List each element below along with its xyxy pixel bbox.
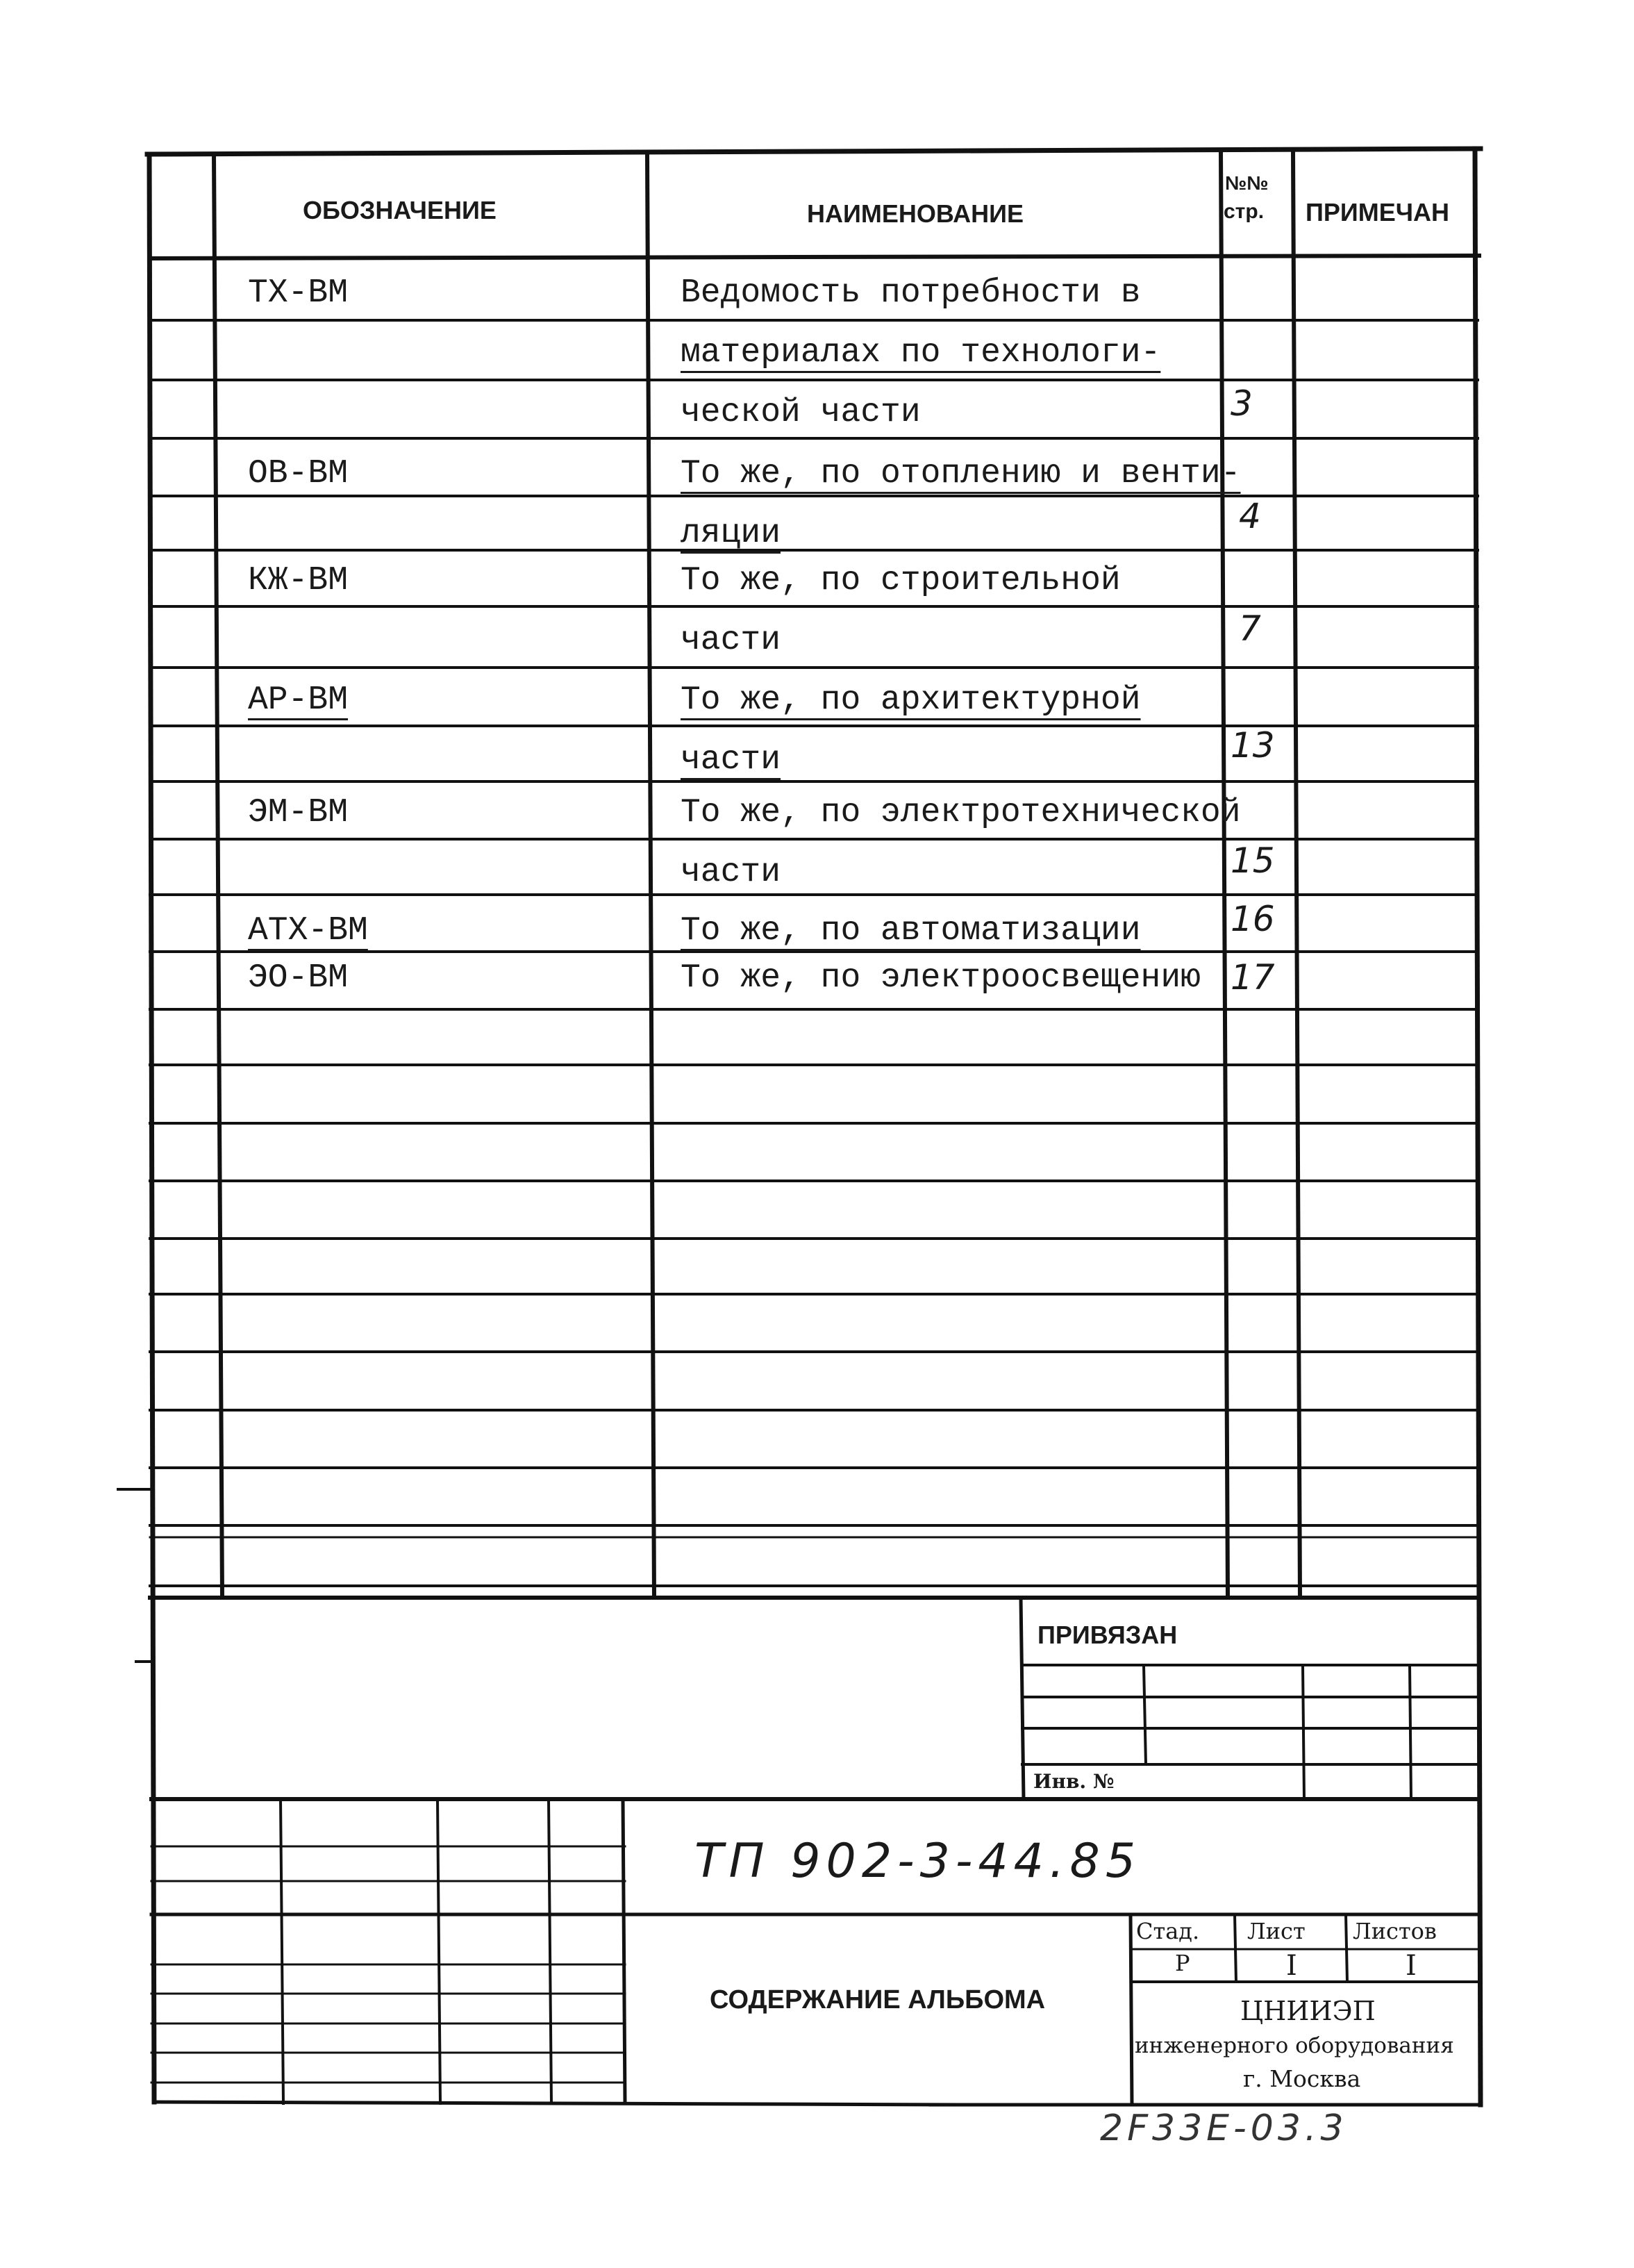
org-line3: г. Москва <box>1243 2065 1361 2092</box>
entry-page: 7 <box>1239 609 1261 649</box>
entry-code: АТХ-ВМ <box>248 912 368 950</box>
sheet-value: I <box>1286 1950 1297 1982</box>
entry-page: 17 <box>1231 957 1275 998</box>
entry-code: ОВ-ВМ <box>248 455 349 492</box>
entry-name-line: ляции <box>681 515 781 552</box>
archive-number: 2F33E-03.3 <box>1100 2108 1348 2149</box>
sheets-value: I <box>1406 1950 1417 1982</box>
header-pages-line1: №№ <box>1225 172 1269 194</box>
entry-page: 16 <box>1231 899 1275 939</box>
entry-name-line: части <box>681 622 781 659</box>
linked-label: ПРИВЯЗАН <box>1037 1621 1178 1649</box>
entry-name-line: части <box>681 854 781 891</box>
entry-name-line: То же, по архитектурной <box>681 681 1141 719</box>
sheets-label: Листов <box>1353 1918 1437 1944</box>
header-designation: ОБОЗНАЧЕНИЕ <box>303 196 497 224</box>
header-name: НАИМЕНОВАНИЕ <box>807 199 1024 228</box>
sheet-label: Лист <box>1247 1918 1306 1944</box>
entry-page: 4 <box>1239 496 1261 536</box>
org-line2: инженерного оборудования <box>1135 2033 1454 2058</box>
document-code: ТП 902-3-44.85 <box>694 1834 1142 1889</box>
entry-code: ТХ-ВМ <box>248 274 349 312</box>
inventory-label: Инв. № <box>1033 1770 1115 1793</box>
entry-page: 13 <box>1231 725 1275 765</box>
entry-code: АР-ВМ <box>248 681 349 719</box>
entry-name-line: То же, по электротехнической <box>681 794 1241 831</box>
stage-label: Стад. <box>1136 1918 1200 1944</box>
org-line1: ЦНИИЭП <box>1240 1996 1376 2026</box>
album-title: СОДЕРЖАНИЕ АЛЬБОМА <box>710 1985 1046 2014</box>
entry-name-line: То же, по электроосвещению <box>681 959 1201 997</box>
entry-name-line: То же, по автоматизации <box>681 912 1141 950</box>
header-note: ПРИМЕЧАН <box>1306 198 1450 226</box>
entry-name-line: материалах по технологи- <box>681 334 1161 372</box>
entry-name-line: части <box>681 741 781 779</box>
entry-name-line: То же, по строительной <box>681 562 1121 599</box>
entry-code: ЭМ-ВМ <box>248 794 349 831</box>
entry-page: 3 <box>1231 383 1253 424</box>
header-pages-line2: стр. <box>1224 200 1265 223</box>
entry-name-line: Ведомость потребности в <box>681 274 1141 312</box>
entry-code: ЭО-ВМ <box>248 959 349 997</box>
entry-name-line: ческой части <box>681 394 921 431</box>
entry-code: КЖ-ВМ <box>248 562 349 599</box>
entry-page: 15 <box>1231 841 1275 881</box>
entry-name-line: То же, по отоплению и венти- <box>681 455 1241 492</box>
stage-value: Р <box>1175 1950 1190 1976</box>
